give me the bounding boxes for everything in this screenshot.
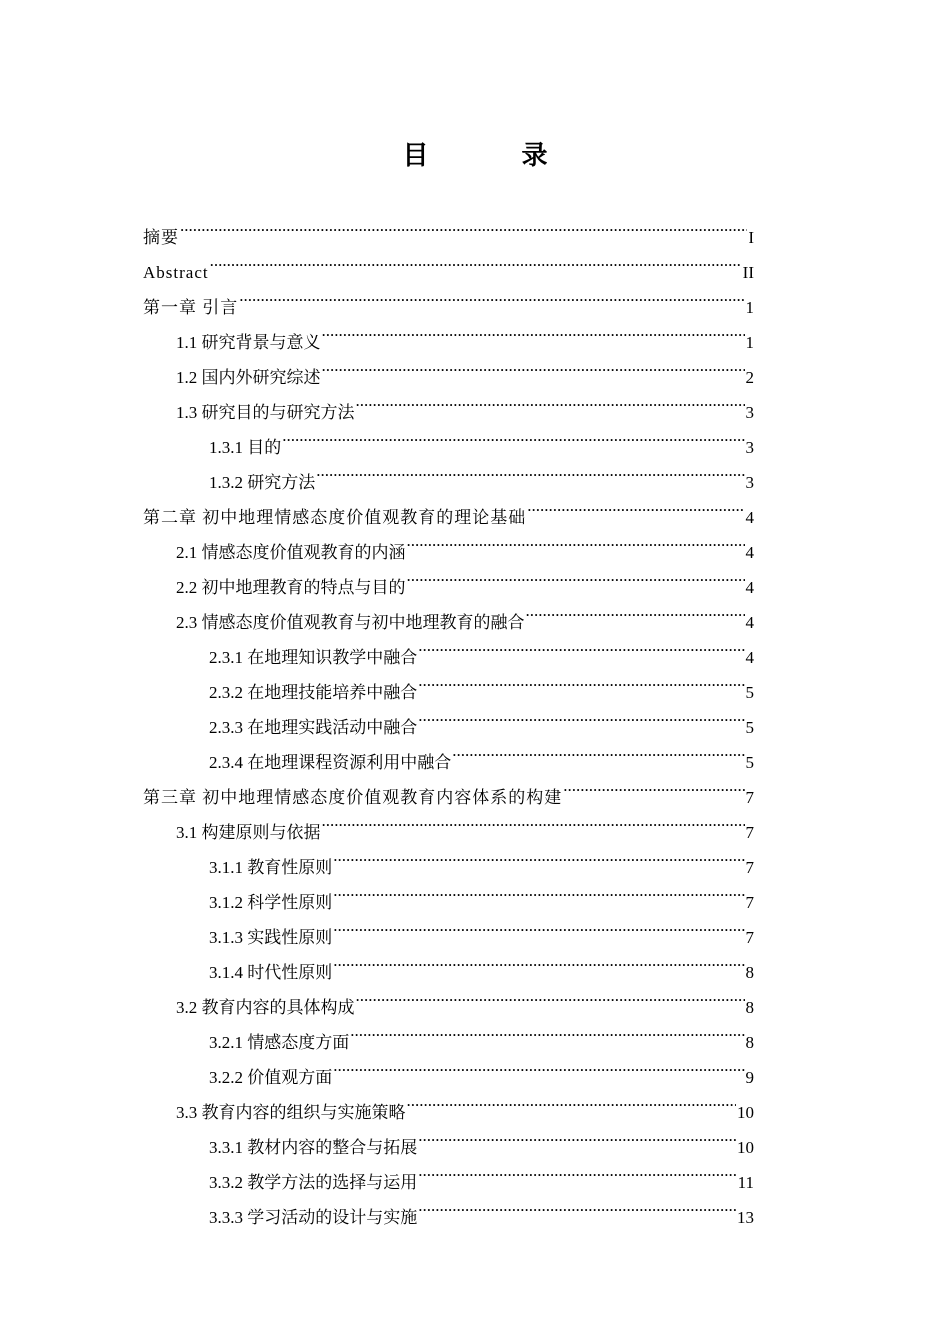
toc-entry-text: 2.3.2 在地理技能培养中融合 — [209, 683, 418, 702]
page-title: 目 录 — [402, 141, 590, 171]
toc-entry-text: Abstract — [143, 263, 209, 282]
toc-leader-dots — [407, 558, 745, 593]
toc-page-number: 1 — [745, 298, 754, 317]
toc-page-number: 13 — [737, 1208, 754, 1227]
toc-entry-text: 1.3.2 研究方法 — [209, 473, 316, 492]
toc-entry-text: 3.3 教育内容的组织与实施策略 — [176, 1103, 406, 1122]
toc-page-number: 7 — [745, 928, 754, 947]
toc-page-number: 4 — [745, 508, 754, 527]
toc-page-number: 7 — [745, 893, 754, 912]
toc-page-number: 8 — [745, 1033, 754, 1052]
toc-page-number: 5 — [745, 718, 754, 737]
toc-page-number: 3 — [745, 438, 754, 457]
toc-leader-dots — [322, 348, 745, 383]
toc-leader-dots — [350, 1013, 744, 1048]
toc-leader-dots — [418, 1118, 736, 1153]
toc-entry-text: 3.2.1 情感态度方面 — [209, 1033, 350, 1052]
table-of-contents — [143, 208, 754, 1227]
toc-entry-text: 2.3.3 在地理实践活动中融合 — [209, 718, 418, 737]
toc-leader-dots — [407, 523, 745, 558]
toc-leader-dots — [563, 768, 744, 803]
toc-entry-text: 1.2 国内外研究综述 — [176, 368, 321, 387]
toc-page-number: 3 — [745, 473, 754, 492]
toc-entry-abstract-cn[interactable] — [143, 208, 754, 247]
toc-entry-text: 3.3.3 学习活动的设计与实施 — [209, 1208, 418, 1227]
toc-leader-dots — [356, 978, 745, 1013]
toc-leader-dots — [333, 1048, 744, 1083]
toc-entry-text: 3.1.1 教育性原则 — [209, 858, 333, 877]
toc-leader-dots — [418, 698, 744, 733]
toc-entry-abstract-en[interactable] — [143, 243, 754, 282]
toc-page-number: 4 — [745, 543, 754, 562]
toc-entry-text: 2.2 初中地理教育的特点与目的 — [176, 578, 406, 597]
toc-page-number: 5 — [745, 683, 754, 702]
toc-leader-dots — [418, 1153, 736, 1188]
toc-page-number: I — [748, 228, 754, 247]
toc-entry-text: 1.1 研究背景与意义 — [176, 333, 321, 352]
toc-entry-text: 3.1.3 实践性原则 — [209, 928, 333, 947]
toc-leader-dots — [526, 593, 745, 628]
toc-leader-dots — [180, 208, 747, 243]
toc-page-number: 11 — [737, 1173, 754, 1192]
toc-entry-text: 3.1.2 科学性原则 — [209, 893, 333, 912]
toc-page-number: II — [742, 263, 754, 282]
toc-entry-text: 3.3.2 教学方法的选择与运用 — [209, 1173, 418, 1192]
toc-leader-dots — [282, 418, 744, 453]
toc-entry-text: 2.3 情感态度价值观教育与初中地理教育的融合 — [176, 613, 525, 632]
toc-leader-dots — [333, 943, 744, 978]
toc-entry-text: 2.1 情感态度价值观教育的内涵 — [176, 543, 406, 562]
toc-page-number: 10 — [737, 1138, 754, 1157]
toc-page-number: 7 — [745, 788, 754, 807]
toc-entry-text: 第三章 初中地理情感态度价值观教育内容体系的构建 — [143, 788, 563, 807]
toc-entry-text: 2.3.4 在地理课程资源利用中融合 — [209, 753, 452, 772]
toc-page-number: 4 — [745, 578, 754, 597]
toc-entry-text: 1.3 研究目的与研究方法 — [176, 403, 355, 422]
toc-entry-text: 第一章 引言 — [143, 298, 239, 317]
toc-page-number: 9 — [745, 1068, 754, 1087]
toc-entry-text: 3.1 构建原则与依据 — [176, 823, 321, 842]
toc-page-number: 3 — [745, 403, 754, 422]
toc-leader-dots — [210, 243, 742, 278]
toc-entry-chapter-1[interactable] — [143, 278, 754, 317]
toc-leader-dots — [322, 313, 745, 348]
toc-entry-text: 3.3.1 教材内容的整合与拓展 — [209, 1138, 418, 1157]
toc-page-number: 10 — [737, 1103, 754, 1122]
toc-leader-dots — [418, 628, 744, 663]
toc-page-number: 7 — [745, 858, 754, 877]
toc-entry-text: 2.3.1 在地理知识教学中融合 — [209, 648, 418, 667]
toc-entry-text: 摘要 — [143, 228, 179, 247]
toc-leader-dots — [407, 1083, 737, 1118]
toc-leader-dots — [316, 453, 744, 488]
toc-page-number: 2 — [745, 368, 754, 387]
toc-leader-dots — [322, 803, 745, 838]
toc-leader-dots — [333, 838, 744, 873]
toc-page-number: 4 — [745, 613, 754, 632]
toc-leader-dots — [418, 663, 744, 698]
toc-entry-text: 1.3.1 目的 — [209, 438, 282, 457]
toc-leader-dots — [527, 488, 744, 523]
toc-leader-dots — [333, 873, 744, 908]
toc-entry-text: 3.2 教育内容的具体构成 — [176, 998, 355, 1017]
toc-leader-dots — [356, 383, 745, 418]
toc-entry-text: 3.2.2 价值观方面 — [209, 1068, 333, 1087]
toc-page-number: 8 — [745, 998, 754, 1017]
toc-page-number: 8 — [745, 963, 754, 982]
toc-page-number: 4 — [745, 648, 754, 667]
toc-page-number: 7 — [745, 823, 754, 842]
toc-leader-dots — [333, 908, 744, 943]
toc-leader-dots — [418, 1188, 736, 1223]
toc-entry-text: 3.1.4 时代性原则 — [209, 963, 333, 982]
toc-leader-dots — [452, 733, 744, 768]
toc-leader-dots — [239, 278, 744, 313]
toc-page-number: 1 — [745, 333, 754, 352]
toc-page-number: 5 — [745, 753, 754, 772]
toc-entry-text: 第二章 初中地理情感态度价值观教育的理论基础 — [143, 508, 527, 527]
